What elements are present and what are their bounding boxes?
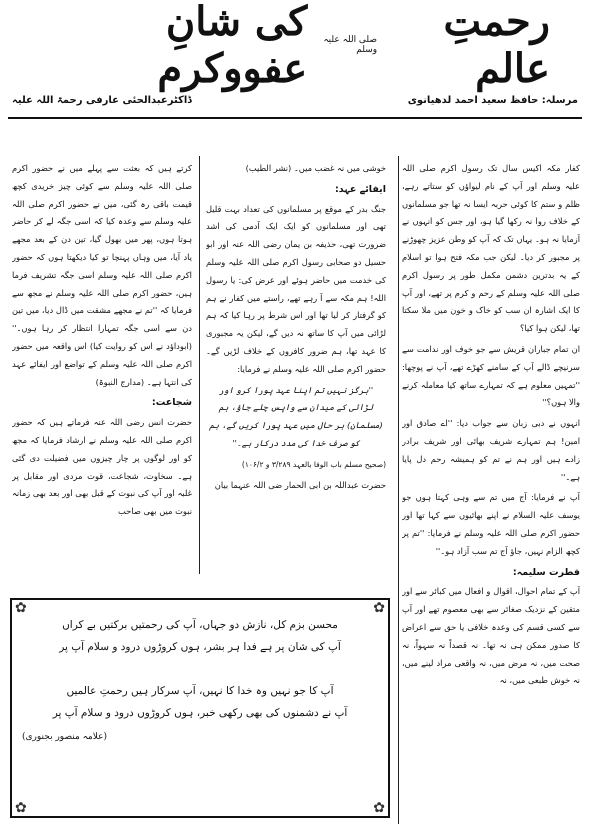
title-main: رحمتِ عالم: [443, 0, 550, 92]
title-rest: کی شانِ عفووکرم: [157, 0, 308, 92]
poem-box: [10, 598, 390, 818]
right-paragraph: انہوں نے دبی زبان سے جواب دیا: ''اے صادق اور امین! ہم تمہارے شریف بھائی اور شریف برادر زادے ہیں اور ہم نے تم کو ہمیشہ رحم دل پایا ہے۔'': [402, 418, 580, 482]
title-honorific: صلی اللہ علیہ وسلم: [323, 35, 378, 55]
right-column: [402, 160, 580, 825]
right-paragraph: آپ نے فرمایا: آج میں تم سے وہی کہتا ہوں جو یوسف علیہ السلام نے اپنے بھائیوں سے کہا تھا اور حضور اکرم صلی اللہ علیہ وسلم نے فرمایا: ''تم پر کچھ الزام نہیں، جاؤ آج تم سب آزاد ہو۔'': [402, 492, 580, 556]
poem-line: آپ کی شان پر ہے فدا ہر بشر، ہوں کروڑوں درود و سلام آپ پر: [59, 641, 341, 653]
left-column: [12, 160, 192, 592]
poet-name: (علامہ منصور بجنوری): [22, 732, 107, 742]
poem-text: [22, 614, 378, 806]
right-paragraph: کفار مکہ اکیس سال تک رسول اکرم صلی اللہ علیہ وسلم اور آپ کے نام لیواؤں کو ستاتے رہے، ظلم و ستم کا کوئی حربہ ایسا نہ تھا جو مسلمانوں کے خلاف روا نہ رکھا گیا ہو، اور جس کو انہوں نے آزمایا نہ ہو۔ یہاں تک کہ آپ کو وطن عزیز چھوڑنے پر مجبور کر دیا۔ لیکن جب مکہ فتح ہوا تو اسلام کے یہ بدترین دشمن مکمل طور پر رسول اکرم صلی اللہ علیہ وسلم کے رحم و کرم پر تھے، اور آپ کا ایک اشارہ ان سب کو خاک و خون میں ملا سکتا تھا، لیکن ہوا کیا؟: [402, 163, 580, 334]
ornament-icon: ✿: [373, 800, 385, 816]
section-heading-ifa: ایفائے عہد:: [334, 183, 386, 195]
section-heading-shujaat: شجاعت:: [151, 397, 192, 409]
ornament-icon: ✿: [15, 600, 27, 616]
ornament-icon: ✿: [373, 600, 385, 616]
middle-paragraph: جنگ بدر کے موقع پر مسلمانوں کی تعداد بہت قلیل تھی اور مسلمانوں کو ایک ایک آدمی کی اشد ضرورت تھی، حذیفہ بن یمان رضی اللہ عنہ اور ابو حسیل دو صحابی رسول اکرم صلی اللہ علیہ وسلم کی خدمت میں حاضر ہوئے اور عرض کی: یا رسول اللہ! ہم مکہ سے آ رہے تھے، راستے میں کفار نے ہم کو گرفتار کر لیا تھا اور اس شرط پر رہا کیا کہ ہم لڑائی میں آپ کا ساتھ نہ دیں گے، لیکن یہ مجبوری کا عہد تھا، ہم ضرور کافروں کے خلاف لڑیں گے۔ حضور اکرم صلی اللہ علیہ وسلم نے فرمایا:: [206, 203, 386, 374]
left-paragraph: حضرت انس رضی اللہ عنہ فرماتے ہیں کہ حضور اکرم صلی اللہ علیہ وسلم نے ارشاد فرمایا کہ مجھ کو اور لوگوں پر چار چیزوں میں فضیلت دی گئی ہے۔ سخاوت، شجاعت، قوت مردی اور مقابل پر غلبہ اور آپ کی نبوت کے قبل بھی اور بعد بھی زمانہ نبوت میں بھی صاحب: [12, 417, 192, 517]
hadith-citation: (صحیح مسلم باب الوفا بالعہد ۳/۲۸۹ و ۱۰۶/۲): [241, 459, 386, 469]
narrator-line: حضرت عبداللہ بن ابی الحمار ضی اللہ عنہما بیان: [214, 479, 386, 490]
column-divider-left: [199, 156, 200, 574]
author-line: ڈاکٹرعبدالحئی عارفی رحمۃ اللہ علیہ: [12, 95, 192, 106]
poem-line: آپ کا جو نہیں وہ خدا کا نہیں، آپ سرکار ہیں رحمتِ عالمیں: [66, 685, 334, 697]
middle-top-line: خوشی میں نہ غضب میں۔ (نشر الطیب): [245, 163, 386, 173]
left-paragraph: کرتے ہیں کہ بعثت سے پہلے میں نے حضور اکرم صلی اللہ علیہ وسلم سے کوئی چیز خریدی کچھ قیمت باقی رہ گئی، میں نے حضور اکرم صلی اللہ علیہ وسلم سے وعدہ کیا کہ اسی جگہ لے کر حاضر ہوتا ہوں، پھر میں بھول گیا، تین دن کے بعد مجھے یاد آیا، میں وہاں پہنچا تو کیا دیکھتا ہوں کہ حضور اکرم صلی اللہ علیہ وسلم اسی جگہ تشریف فرما ہیں، حضور اکرم صلی اللہ علیہ وسلم نے مجھ سے فرمایا کہ ''تم نے مجھے مشقت میں ڈال دیا، میں تین دن سے اسی جگہ تمہارا انتظار کر رہا ہوں۔'' (ابوداؤد نے اس کو روایت کیا) اس واقعہ میں حضور اکرم صلی اللہ علیہ وسلم کے تواضع اور ایفائے عہد کی انتہا ہے۔ (مدارج النبوۃ): [12, 163, 192, 387]
middle-column: [206, 160, 386, 560]
poem-line: محسن بزم کل، نازش دو جہاں، آپ کی رحمتیں برکتیں بے کراں: [62, 619, 338, 631]
article-title: [40, 0, 550, 92]
hadith-quote: ''ہرگز نہیں تم اپنا عہد پورا کرو اور لڑائی کے میدان سے واپس چلے جاؤ، ہم (مسلمان) ہر حال میں عہد پورا کریں گے، ہم کو صرف خدا کی مدد درکار ہے۔'': [209, 384, 383, 448]
compiler-line: مرسلہ: حافظ سعید احمد لدھیانوی: [407, 95, 578, 106]
section-heading-fitrat: فطرت سلیمہ:: [512, 566, 580, 578]
ornament-icon: ✿: [15, 800, 27, 816]
right-paragraph: آپ کے تمام احوال، اقوال و افعال میں کبائر سے اور متقین کے نزدیک صغائر سے بھی معصوم تھے اور آپ سے کسی قسم کی وعدہ خلافی یا حق سے اعراض کا صدور ممکن ہی نہ تھا۔ نہ قصداً نہ سہواً، نہ صحت میں، نہ مرض میں، نہ واقعی مراد لینے میں، نہ خوش طبعی میں، نہ: [402, 586, 580, 686]
right-paragraph: ان تمام جباران قریش سے جو خوف اور ندامت سے سرنیچے ڈالے آپ کے سامنے کھڑے تھے، آپ نے پوچھا: ''تمہیں معلوم ہے کہ تمہارے ساتھ کیا معاملہ کرنے والا ہوں؟'': [402, 343, 580, 408]
header-divider: [8, 117, 582, 119]
column-divider-right: [398, 156, 399, 824]
poem-line: آپ نے دشمنوں کی بھی رکھی خبر، ہوں کروڑوں درود و سلام آپ پر: [52, 707, 348, 719]
